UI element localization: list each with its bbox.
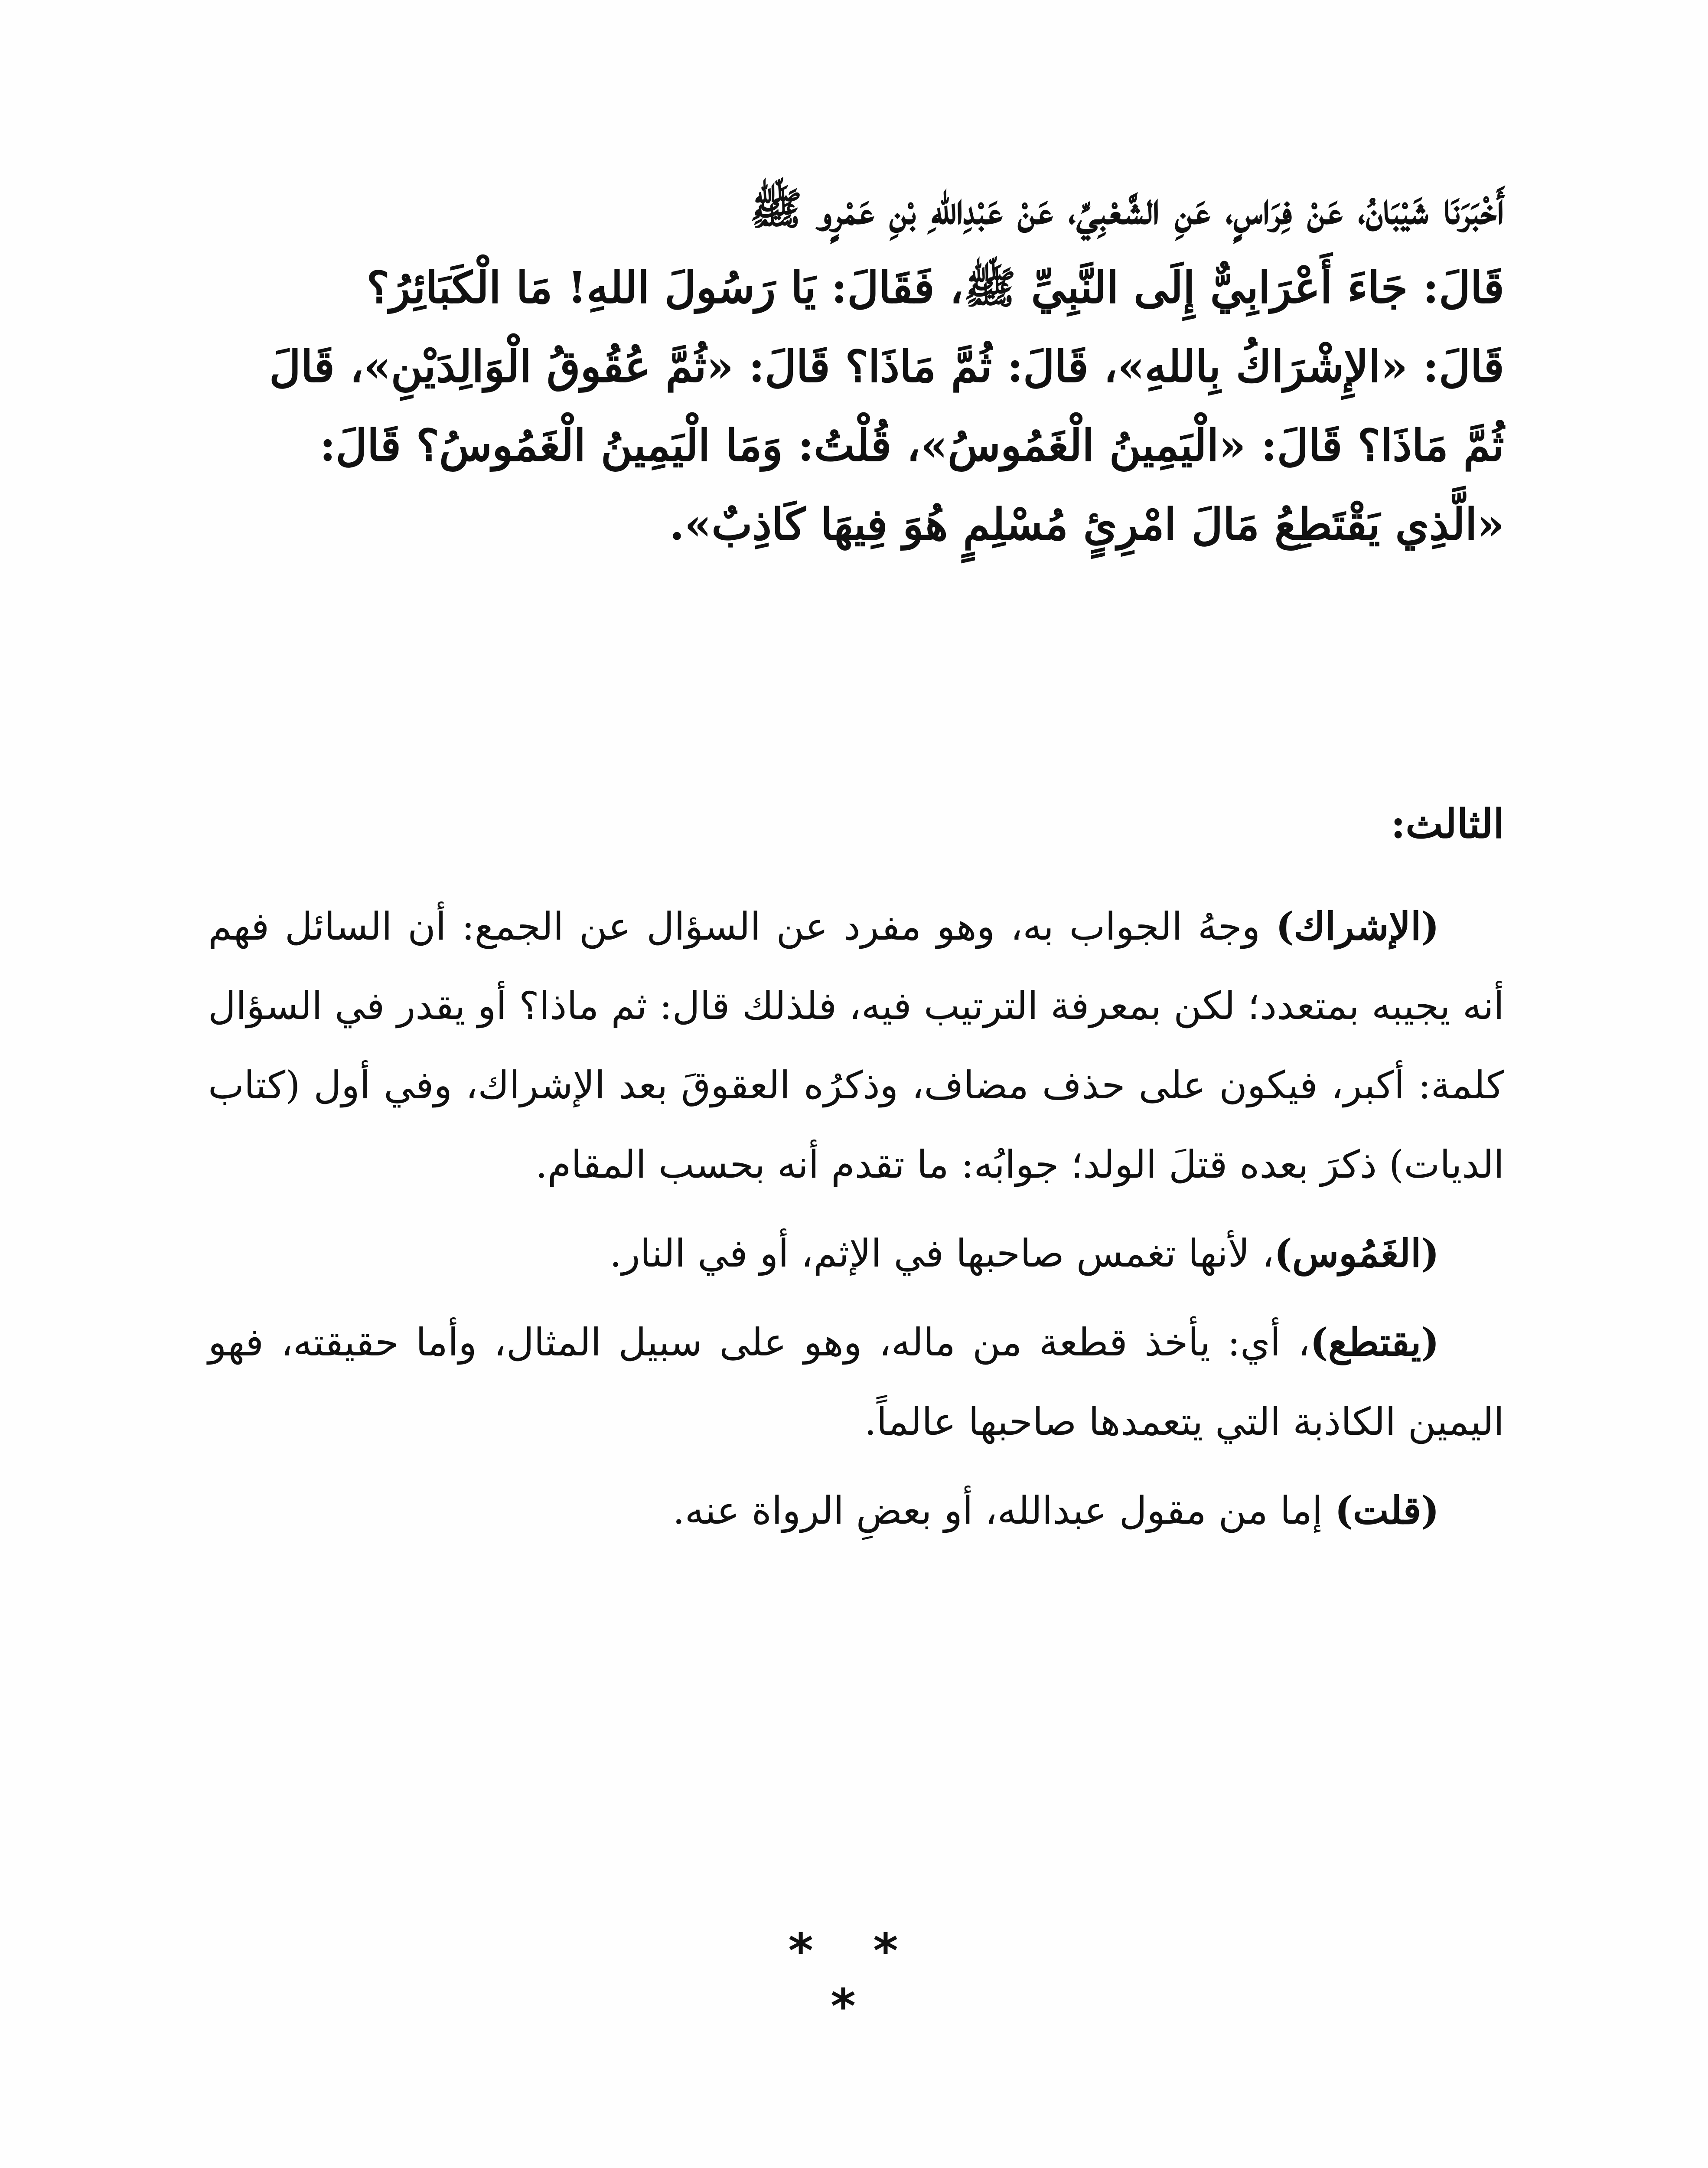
commentary-paragraph	[208, 887, 1504, 1204]
hadith-line: ثُمَّ مَاذَا؟ قَالَ: «الْيَمِينُ الْغَمُوسُ»، قُلْتُ: وَمَا الْيَمِينُ الْغَمُوسُ؟ قَالَ:	[319, 420, 1504, 471]
commentary-term: (الإشراك)	[1275, 904, 1439, 949]
commentary-paragraph	[208, 1471, 1504, 1550]
hadith-line: أَخْبَرَنَا شَيْبَانُ، عَنْ فِرَاسٍ، عَنِ الشَّعْبِيِّ، عَنْ عَبْدِاللهِ بْنِ عَمْرٍو ﷺ	[750, 183, 1504, 234]
commentary-text: ، لأنها تغمس صاحبها في الإثم، أو في النار.	[610, 1231, 1274, 1276]
hadith-line: قَالَ: جَاءَ أَعْرَابِيٌّ إِلَى النَّبِيِّ ﷺ، فَقَالَ: يَا رَسُولَ اللهِ! مَا الْكَبَائِرُ؟	[366, 262, 1504, 313]
commentary-term: (قلت)	[1335, 1488, 1439, 1533]
commentary-text: إما من مقول عبدالله، أو بعضِ الرواة عنه.	[672, 1488, 1335, 1533]
commentary-body	[208, 887, 1504, 1550]
commentary-term: (الغَمُوس)	[1274, 1231, 1439, 1276]
hadith-line: قَالَ: «الإِشْرَاكُ بِاللهِ»، قَالَ: ثُمَّ مَاذَا؟ قَالَ: «ثُمَّ عُقُوقُ الْوَالِدَيْنِ»، قَالَ	[269, 341, 1504, 392]
commentary-term: (يقتطع)	[1310, 1319, 1439, 1365]
section-heading: الثالث:	[1391, 800, 1504, 847]
hadith-line: «الَّذِي يَقْتَطِعُ مَالَ امْرِئٍ مُسْلِمٍ هُوَ فِيهَا كَاذِبٌ».	[669, 499, 1504, 550]
section-separator: * * *	[788, 1923, 920, 2034]
commentary-text: ، أي: يأخذ قطعة من ماله، وهو على سبيل المثال، وأما حقيقته، فهو اليمين الكاذبة التي يتعمدها صاحبها عالماً.	[208, 1320, 1504, 1444]
commentary-text: وجهُ الجواب به، وهو مفرد عن السؤال عن الجمع: أن السائل فهم أنه يجيبه بمتعدد؛ لكن بمعرفة الترتيب فيه، فلذلك قال: ثم ماذا؟ أو يقدر في السؤال كلمة: أكبر، فيكون على حذف مضاف، وذكرُه العقوقَ بعد الإشراك، وفي أول (كتاب الديات) ذكرَ بعده قتلَ الولد؛ جوابُه: ما تقدم أنه بحسب المقام.	[208, 904, 1505, 1187]
commentary-paragraph	[208, 1303, 1504, 1461]
commentary-paragraph	[208, 1214, 1504, 1293]
hadith-text-top	[208, 169, 1504, 564]
